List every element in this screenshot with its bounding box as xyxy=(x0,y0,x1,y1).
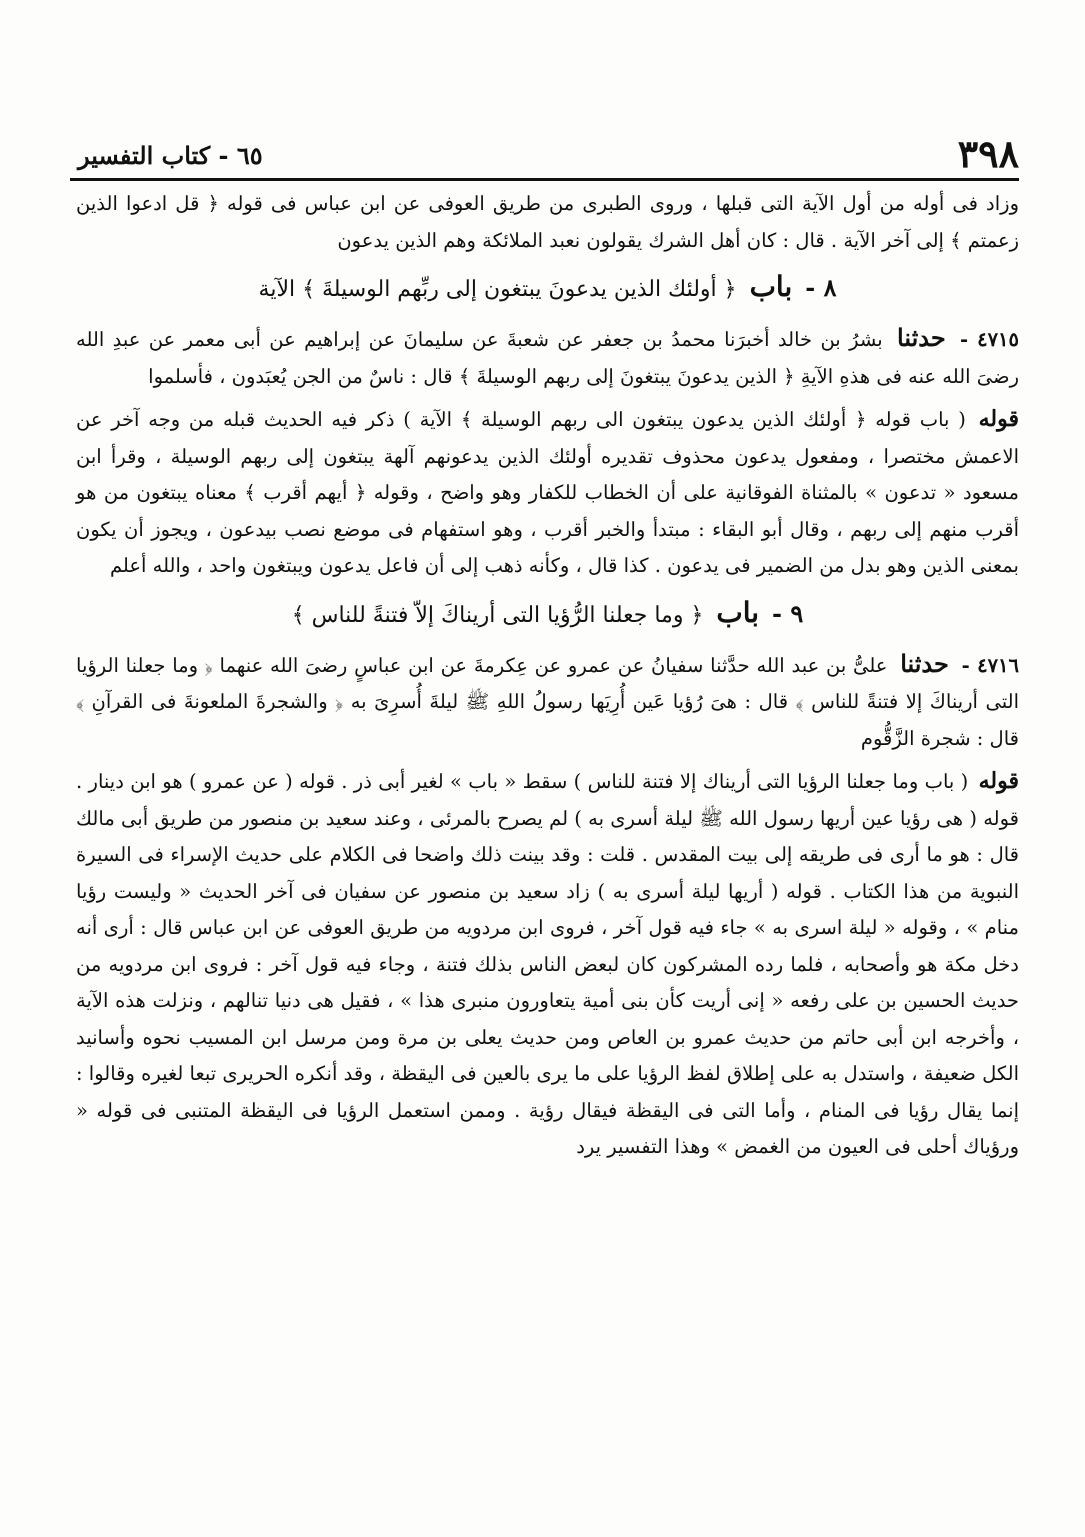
hadith-4715 xyxy=(76,320,1019,395)
hadith-4716 xyxy=(76,646,1019,758)
hadith-number: ٤٧١٦ - xyxy=(961,653,1020,677)
hadith-text: بشرُ بن خالد أخبرَنا محمدُ بن جعفر عن شعبةَ عن سليمانَ عن إبراهيم عن أبى معمر عن عبدِ الله رضىَ الله عنه فى هذهِ الآيةِ ﴿ الذين يدعونَ يبتغونَ إلى ربهم الوسيلةَ ﴾ قال : ناسٌ من الجن يُعبَدون ، فأسلموا xyxy=(76,328,1019,388)
qawluhu-label: قوله xyxy=(978,768,1019,794)
section-heading-9 xyxy=(76,593,1019,636)
commentary-text: ( باب قوله ﴿ أولئك الذين يدعون يبتغون الى ربهم الوسيلة ﴾ الآية ) ذكر فيه الحديث قبله من وجه آخر عن الاعمش مختصرا ، ومفعول يدعون محذوف تقديره أولئك الذين يدعونهم آلهة يبتغون إلى ربهم الوسيلة ، وقرأ ابن مسعود « تدعون » بالمثناة الفوقانية على أن الخطاب للكفار وهو واضح ، وقوله ﴿ أيهم أقرب ﴾ معناه يبتغون من هو أقرب منهم إلى ربهم ، وقال أبو البقاء : مبتدأ والخبر أقرب ، وهو استفهام فى موضع نصب بيدعون ، ويجوز أن يكون بمعنى الذين وهو بدل من الضمير فى يدعون . كذا قال ، وكأنه ذهب إلى أن فاعل يدعون ويبتغون واحد ، والله أعلم xyxy=(76,408,1019,577)
qawluhu-label: قوله xyxy=(978,406,1019,432)
chapter-title: ٦٥ - كتاب التفسير xyxy=(78,141,263,170)
haddathana-label: حدثنا xyxy=(900,648,949,678)
hadith-text: علىُّ بن عبد الله حدَّثنا سفيانُ عن عمرو عن عِكرمةَ عن ابن عباسٍ رضىَ الله عنهما ﴿ وما جعلنا الرؤيا التى أريناكَ إلا فتنةً للناس ﴾ قال : هىَ رُؤيا عَين أُرِيَها رسولُ اللهِ ﷺ ليلةَ أُسرِىَ به ﴿ والشجرةَ الملعونةَ فى القرآنِ ﴾ قال : شجرة الزَّقُّوم xyxy=(76,653,1019,750)
section-heading-8 xyxy=(76,267,1019,310)
haddathana-label: حدثنا xyxy=(897,323,946,352)
section-bab-label: باب xyxy=(749,270,793,303)
page-header xyxy=(70,132,1019,180)
commentary-paragraph xyxy=(76,763,1019,1166)
commentary-text: ( باب وما جعلنا الرؤيا التى أريناك إلا فتنة للناس ) سقط « باب » لغير أبى ذر . قوله ( عن عمرو ) هو ابن دينار . قوله ( هى رؤيا عين أريها رسول الله ﷺ ليلة أسرى به ) لم يصرح بالمرئى ، وعند سعيد بن منصور من طريق أبى مالك قال : هو ما أرى فى طريقه إلى بيت المقدس . قلت : وقد بينت ذلك واضحا فى الكلام على حديث الإسراء فى السيرة النبوية من هذا الكتاب . قوله ( أريها ليلة أسرى به ) زاد سعيد بن منصور عن سفيان فى آخر الحديث « وليست رؤيا منام » ، وقوله « ليلة اسرى به » جاء فيه قول آخر ، فروى ابن مردويه من طريق العوفى عن ابن عباس قال : أرى أنه دخل مكة هو وأصحابه ، فلما رده المشركون كان لبعض الناس بذلك فتنة ، وجاء فيه قول آخر : فروى ابن مردويه من حديث الحسين بن على رفعه « إنى أريت كأن بنى أمية يتعاورون منبرى هذا » ، فقيل هى دنيا تنالهم ، ونزلت هذه الآية ، وأخرجه ابن أبى حاتم من حديث عمرو بن العاص ومن حديث يعلى بن مرة ومن مرسل ابن المسيب نحوه وأسانيد الكل ضعيفة ، واستدل به على إطلاق لفظ الرؤيا على ما يرى بالعين فى اليقظة ، وقد أنكره الحريرى تبعا لغيره وقالوا : إنما يقال رؤيا فى المنام ، وأما التى فى اليقظة فيقال رؤية . وممن استعمل الرؤيا فى اليقظة المتنبى فى قوله « ورؤياك أحلى فى العيون من الغمض » وهذا التفسير يرد xyxy=(76,770,1019,1158)
page-body xyxy=(76,186,1019,1166)
hadith-number: ٤٧١٥ - xyxy=(960,328,1019,351)
commentary-paragraph xyxy=(76,401,1019,585)
section-number: ٩ - xyxy=(772,598,804,628)
intro-paragraph: وزاد فى أوله من أول الآية التى قبلها ، وروى الطبرى من طريق العوفى عن ابن عباس فى قوله ﴿ قل ادعوا الذين زعمتم ﴾ إلى آخر الآية . قال : كان أهل الشرك يقولون نعبد الملائكة وهم الذين يدعون xyxy=(76,192,1019,252)
section-number: ٨ - xyxy=(805,273,837,302)
section-title: ﴿ أولئك الذين يدعونَ يبتغون إلى ربِّهم الوسيلةَ ﴾ الآية xyxy=(258,277,737,302)
section-bab-label: باب xyxy=(716,595,760,629)
section-title: ﴿ وما جعلنا الرُّؤيا التى أريناكَ إلاّ فتنةً للناس ﴾ xyxy=(291,602,704,628)
header-rule xyxy=(70,178,1019,181)
page-number: ٣٩٨ xyxy=(957,131,1019,176)
